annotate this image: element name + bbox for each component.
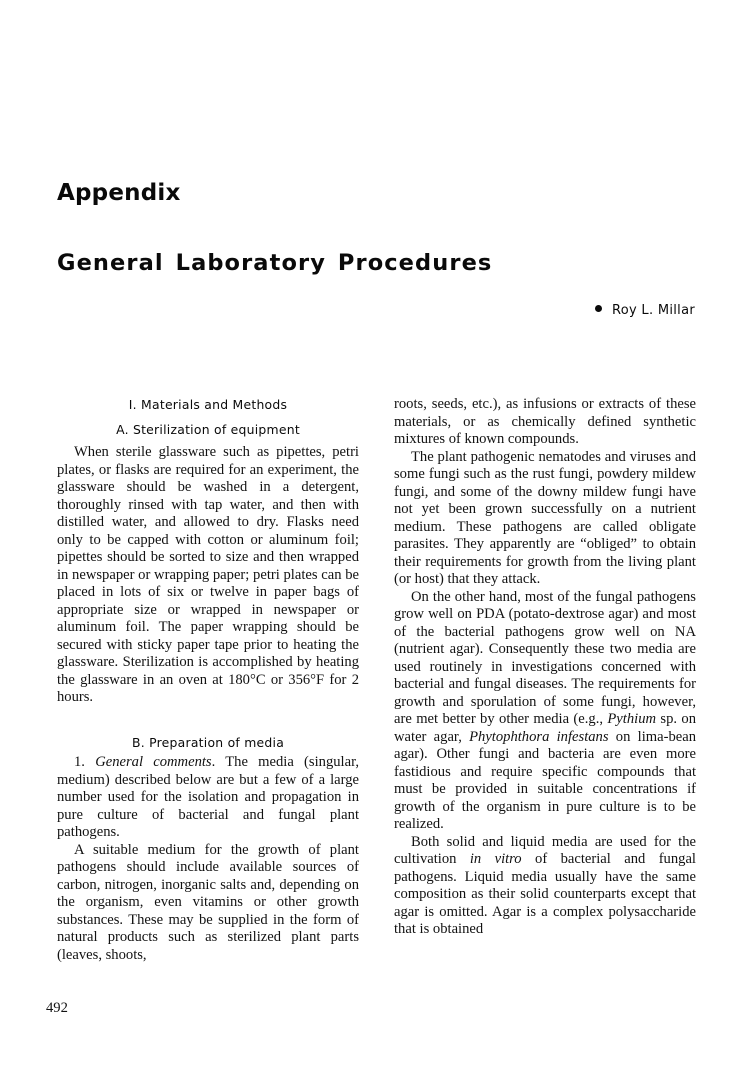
page-number: 492 — [46, 1000, 68, 1016]
appendix-title: Appendix — [57, 180, 181, 206]
paragraph-text: On the other hand, most of the fungal pathogens grow well on PDA (potato-dextrose agar) and most of the bacterial pathogens grow well on NA (nutrient agar). Consequently these two media are used routinely in investigations concerned with bacterial and fungal diseases. The requirements for growth and sporulation of some fungi, however, are met better by other media (e.g., — [394, 588, 696, 727]
author-byline — [595, 303, 695, 318]
paragraph-text: of bacterial and fungal pathogens. Liquid media usually have the same composition as their solid counterparts except that agar is omitted. Agar is a complex polysaccharide that is obtained — [394, 851, 696, 937]
paragraph-text: Both solid and liquid media are used for the cultivation — [394, 833, 696, 867]
paragraph-text: on lima-bean agar). Other fungi and bacteria are even more fastidious and require specific compounds that must be provided in suitable concentrations if growth of the organism in pure culture is to be realized. — [394, 728, 696, 832]
paragraph: When sterile glassware such as pipettes, petri plates, or flasks are required for an experiment, the glassware should be washed in a detergent, thoroughly rinsed with tap water, and then with distilled water, and allowed to dry. Flasks need only to be capped with cotton or aluminum foil; pipettes should be sorted to size and then wrapped in newspaper or wrapping paper; petri plates can be placed in lots of six or twelve in paper bags of appropriate size or wrapped in newspaper or aluminum foil. The paper wrapping should be secured with sticky paper tape prior to heating the glassware. Sterilization is accomplished by heating the glassware in an oven at 180°C or 356°F for 2 hours. — [57, 444, 359, 705]
bullet-icon — [595, 305, 602, 312]
column-left — [57, 396, 359, 964]
heading-section-i: I. Materials and Methods — [128, 397, 288, 412]
paragraph-text: sp. on water agar, — [394, 711, 697, 745]
paragraph: roots, seeds, etc.), as infusions or extracts of these materials, or as chemically defined synthetic mixtures of known compounds. — [394, 396, 696, 447]
heading-subsection-b: B. Preparation of media — [131, 734, 285, 750]
chapter-title: General Laboratory Procedures — [57, 250, 493, 276]
paragraph — [394, 834, 696, 939]
list-number: 1. — [74, 754, 96, 770]
paragraph: The plant pathogenic nematodes and viruses and some fungi such as the rust fungi, powdery mildew fungi, and some of the downy mildew fungi have not yet been grown successfully on a nutrient medium. These pathogens are called obligate parasites. They apparently are “obliged” to obtain their requirements for growth from the living plant (or host) that they attack. — [394, 448, 696, 587]
paragraph — [394, 589, 696, 834]
author-name: Roy L. Millar — [612, 303, 695, 318]
paragraph-text: . The media (singular, medium) described below are but a few of a large number used for the isolation and propagation in pure culture of bacterial and fungal plant pathogens. — [57, 754, 359, 840]
body-columns — [57, 396, 696, 986]
italic-genus: Pythium — [607, 711, 657, 727]
column-right — [394, 396, 696, 939]
italic-phrase: in vitro — [469, 851, 522, 867]
title-block — [57, 180, 697, 276]
paragraph — [57, 754, 359, 842]
italic-species: Phytophthora infestans — [469, 728, 609, 745]
heading-subsection-a: A. Sterilization of equipment — [116, 421, 300, 437]
paragraph: A suitable medium for the growth of plant pathogens should include available sources of carbon, nitrogen, inorganic salts and, depending on the organism, even vitamins or other growth substances. These may be supplied in the form of natural products such as sterilized plant parts (leaves, shoots, — [57, 841, 359, 963]
italic-term: General comments — [95, 754, 212, 770]
